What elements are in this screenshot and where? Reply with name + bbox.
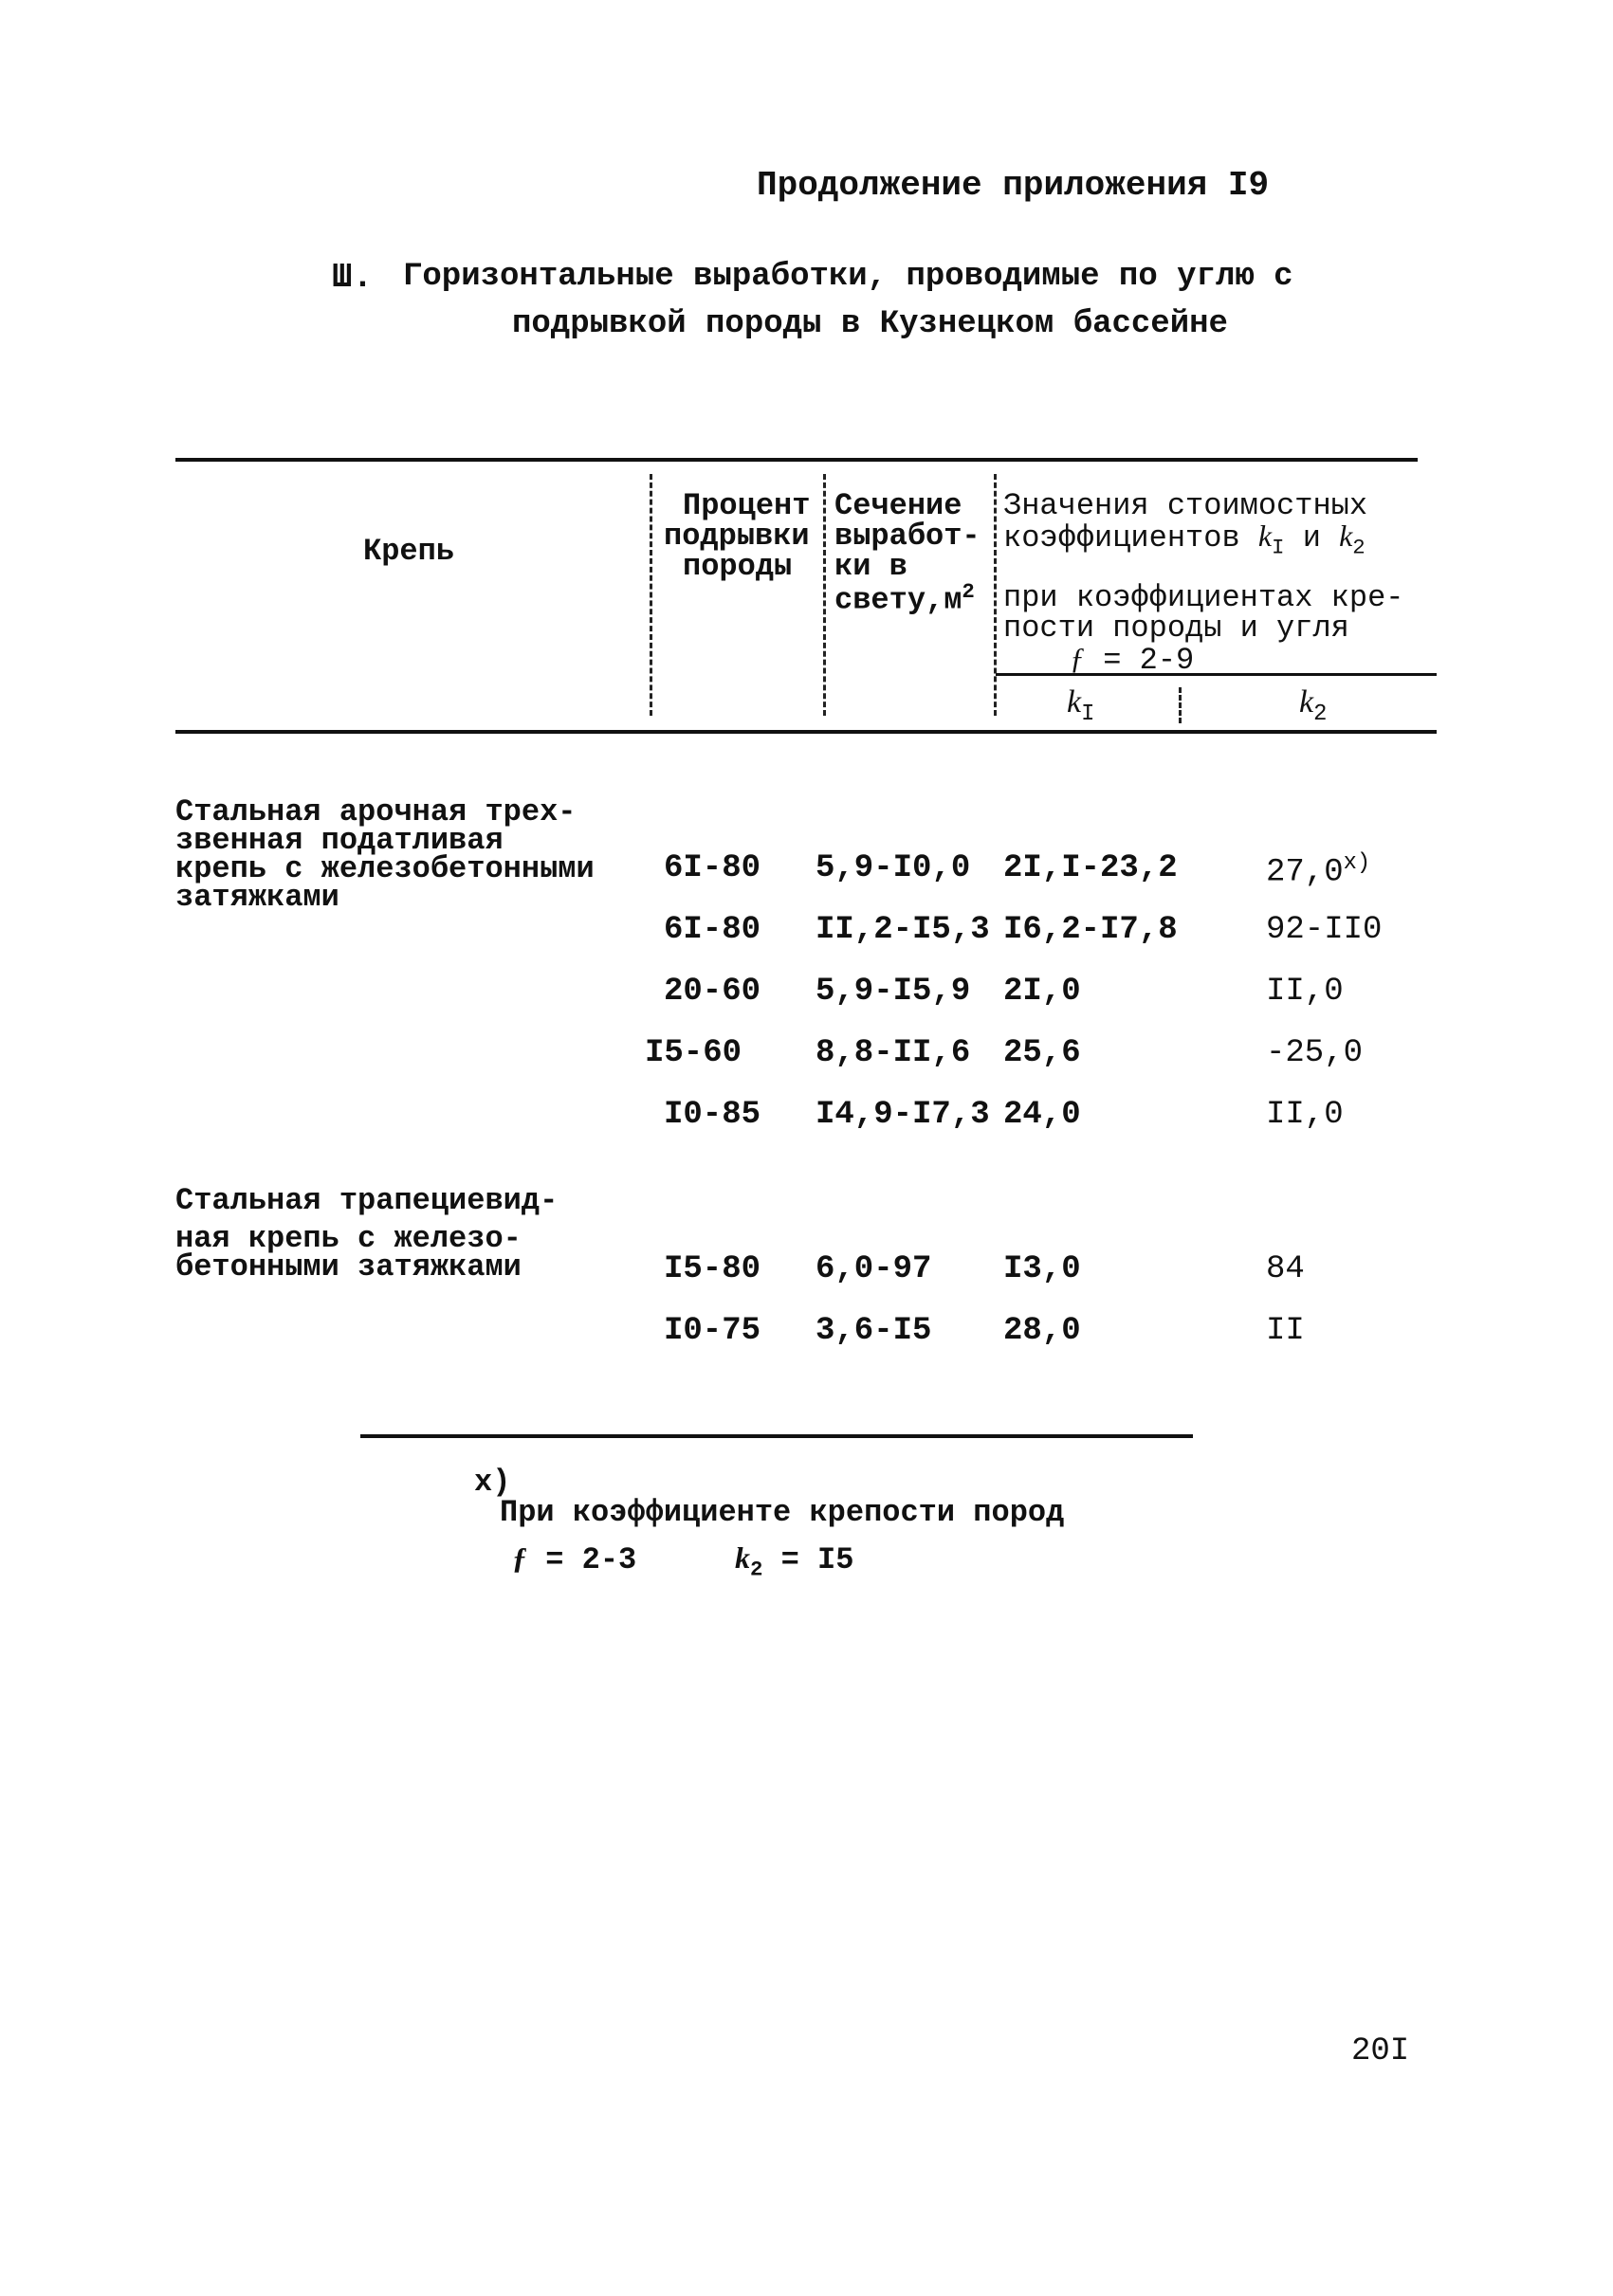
table-row-2-k1: I6,2-I7,8 <box>1003 912 1178 948</box>
table-row-3-percent: 20-60 <box>664 974 761 1010</box>
group1-krep-line1: Стальная арочная трех- <box>175 794 577 829</box>
footnote-k2: $k_2 = I5$ <box>735 1540 854 1582</box>
table-row-2-percent: 6I-80 <box>664 912 761 948</box>
table-row-4-percent: I5-60 <box>645 1035 742 1071</box>
header-values-line4: пости породы и угля <box>1003 610 1349 646</box>
header-values-line3: при коэффициентах кре- <box>1003 580 1404 615</box>
footnote-mark: x) <box>474 1465 511 1500</box>
group2-krep-line2: ная крепь с железо- <box>175 1221 522 1256</box>
header-percent-line2: подрывки <box>664 519 810 554</box>
footnote-text: При коэффициенте крепости пород <box>500 1495 1065 1530</box>
table-row-1-percent: 6I-80 <box>664 850 761 886</box>
header-percent-line1: Процент <box>683 488 811 523</box>
table-row-7-percent: I0-75 <box>664 1313 761 1349</box>
section-title-line1: Горизонтальные выработки, проводимые по углю с <box>403 259 1293 295</box>
table-row-7-k1: 28,0 <box>1003 1313 1081 1349</box>
header-values-line1: Значения стоимостных <box>1003 488 1368 523</box>
column-divider-k <box>1179 687 1182 723</box>
table-row-1-k1: 2I,I-23,2 <box>1003 850 1178 886</box>
table-row-5-k2: II,0 <box>1266 1097 1344 1133</box>
footnote-f: ƒ = 2-3 <box>512 1540 637 1577</box>
header-section-line3: ки в <box>834 549 907 584</box>
values-sub-rule <box>996 673 1437 676</box>
header-krep: Крепь <box>363 534 455 569</box>
table-row-4-k1: 25,6 <box>1003 1035 1081 1071</box>
table-row-6-k2: 84 <box>1266 1251 1305 1287</box>
table-row-4-section: 8,8-II,6 <box>816 1035 971 1071</box>
header-bottom-rule <box>175 730 1437 734</box>
group2-krep-line1: Стальная трапециевид- <box>175 1183 559 1218</box>
header-section-line2: выработ- <box>834 519 981 554</box>
table-row-7-k2: II <box>1266 1313 1305 1349</box>
table-row-4-k2: -25,0 <box>1266 1035 1364 1071</box>
column-divider-1 <box>650 474 652 716</box>
table-row-2-k2: 92-II0 <box>1266 912 1383 948</box>
continuation-header: Продолжение приложения I9 <box>757 166 1270 205</box>
header-section-line1: Сечение <box>834 488 962 523</box>
table-row-3-k2: II,0 <box>1266 974 1344 1010</box>
group2-krep-line3: бетонными затяжками <box>175 1249 522 1285</box>
table-row-5-percent: I0-85 <box>664 1097 761 1133</box>
table-top-rule <box>175 458 1418 462</box>
table-row-6-percent: I5-80 <box>664 1251 761 1287</box>
table-row-3-section: 5,9-I5,9 <box>816 974 971 1010</box>
header-percent-line3: породы <box>683 549 793 584</box>
section-number: Ш. <box>332 258 374 297</box>
column-divider-2 <box>823 474 826 716</box>
group1-krep-line4: затяжками <box>175 880 339 915</box>
page-number: 20I <box>1351 2033 1410 2069</box>
footnote-rule <box>360 1434 1193 1438</box>
column-divider-3 <box>994 474 997 716</box>
header-values-line2: коэффициентов $k_I$ и $k_2$ <box>1003 519 1366 560</box>
section-title-line2: подрывкой породы в Кузнецком бассейне <box>512 306 1228 342</box>
subheader-k1: $k_I$ <box>1067 684 1095 727</box>
table-row-6-k1: I3,0 <box>1003 1251 1081 1287</box>
table-row-5-k1: 24,0 <box>1003 1097 1081 1133</box>
table-row-5-section: I4,9-I7,3 <box>816 1097 990 1133</box>
group1-krep-line3: крепь с железобетонными <box>175 851 595 886</box>
table-row-7-section: 3,6-I5 <box>816 1313 932 1349</box>
header-section-line4: $свету,м^2$ <box>834 579 975 618</box>
group1-krep-line2: звенная податливая <box>175 823 504 858</box>
table-row-1-section: 5,9-I0,0 <box>816 850 971 886</box>
header-values-f: ƒ = 2-9 <box>1070 641 1195 678</box>
table-row-2-section: II,2-I5,3 <box>816 912 990 948</box>
table-row-6-section: 6,0-97 <box>816 1251 932 1287</box>
subheader-k2: $k_2$ <box>1299 684 1328 727</box>
table-row-3-k1: 2I,0 <box>1003 974 1081 1010</box>
table-row-1-k2: 27,0$^{x)}$ <box>1266 850 1371 891</box>
